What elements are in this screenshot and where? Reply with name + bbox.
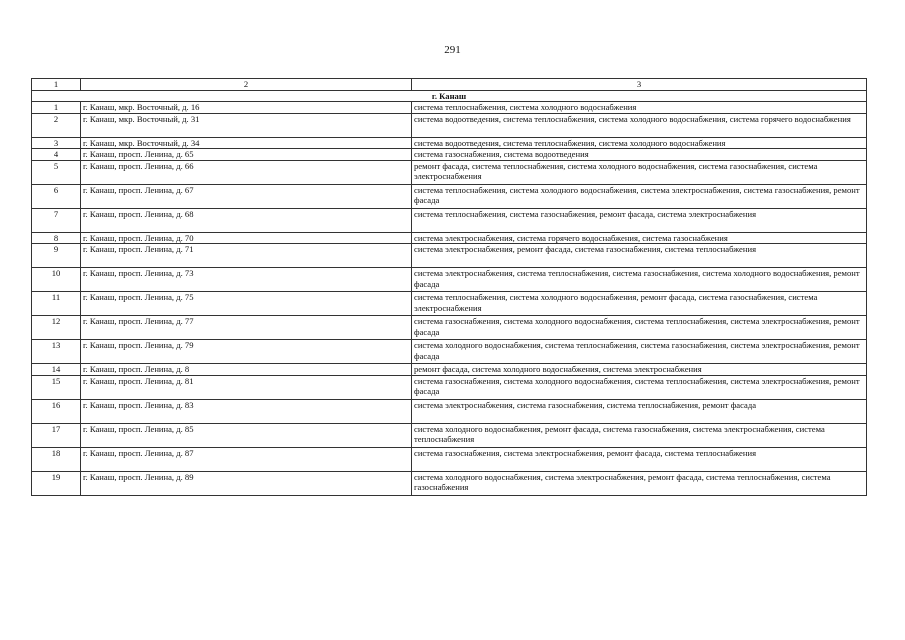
row-number-cell: 8 (32, 232, 81, 244)
table-row (32, 232, 867, 244)
systems-cell: система водоотведения, система теплоснабжения, система холодного водоснабжения (412, 137, 867, 149)
registry-table (31, 78, 867, 496)
systems-cell: система холодного водоснабжения, система теплоснабжения, система газоснабжения, система электроснабжения, ремонт фасада (412, 340, 867, 364)
address-cell: г. Канаш, мкр. Восточный, д. 34 (81, 137, 412, 149)
systems-cell: система газоснабжения, система холодного водоснабжения, система теплоснабжения, система электроснабжения, ремонт фасада (412, 316, 867, 340)
systems-cell: система электроснабжения, система газоснабжения, система теплоснабжения, ремонт фасада (412, 399, 867, 423)
table-row (32, 364, 867, 376)
systems-cell: система электроснабжения, система горячего водоснабжения, система газоснабжения (412, 232, 867, 244)
systems-cell: система водоотведения, система теплоснабжения, система холодного водоснабжения, система горячего водоснабжения (412, 113, 867, 137)
table-row (32, 375, 867, 399)
city-heading: г. Канаш (32, 90, 867, 102)
row-number-cell: 18 (32, 447, 81, 471)
table-row (32, 292, 867, 316)
row-number-cell: 3 (32, 137, 81, 149)
table-row (32, 423, 867, 447)
systems-cell: система электроснабжения, ремонт фасада, система газоснабжения, система теплоснабжения (412, 244, 867, 268)
address-cell: г. Канаш, просп. Ленина, д. 65 (81, 149, 412, 161)
column-number-row (32, 79, 867, 91)
address-cell: г. Канаш, просп. Ленина, д. 73 (81, 268, 412, 292)
row-number-cell: 6 (32, 184, 81, 208)
table-row (32, 340, 867, 364)
row-number-cell: 13 (32, 340, 81, 364)
row-number-cell: 17 (32, 423, 81, 447)
table-row (32, 447, 867, 471)
address-cell: г. Канаш, просп. Ленина, д. 85 (81, 423, 412, 447)
row-number-cell: 19 (32, 471, 81, 495)
address-cell: г. Канаш, просп. Ленина, д. 77 (81, 316, 412, 340)
address-cell: г. Канаш, просп. Ленина, д. 70 (81, 232, 412, 244)
table-row (32, 160, 867, 184)
address-cell: г. Канаш, просп. Ленина, д. 87 (81, 447, 412, 471)
row-number-cell: 4 (32, 149, 81, 161)
table-row (32, 113, 867, 137)
systems-cell: система теплоснабжения, система холодного водоснабжения, ремонт фасада, система газоснабжения, система электроснабжения (412, 292, 867, 316)
address-cell: г. Канаш, просп. Ленина, д. 71 (81, 244, 412, 268)
city-row (32, 90, 867, 102)
row-number-cell: 10 (32, 268, 81, 292)
table-row (32, 184, 867, 208)
page-number: 291 (444, 44, 461, 56)
address-cell: г. Канаш, просп. Ленина, д. 79 (81, 340, 412, 364)
row-number-cell: 9 (32, 244, 81, 268)
row-number-cell: 7 (32, 208, 81, 232)
row-number-cell: 11 (32, 292, 81, 316)
address-cell: г. Канаш, мкр. Восточный, д. 31 (81, 113, 412, 137)
systems-cell: система холодного водоснабжения, ремонт фасада, система газоснабжения, система электроснабжения, система теплоснабжения (412, 423, 867, 447)
systems-cell: система электроснабжения, система теплоснабжения, система газоснабжения, система холодного водоснабжения, ремонт фасада (412, 268, 867, 292)
address-cell: г. Канаш, просп. Ленина, д. 83 (81, 399, 412, 423)
table-row (32, 149, 867, 161)
table-row (32, 137, 867, 149)
row-number-cell: 16 (32, 399, 81, 423)
table-row (32, 102, 867, 114)
row-number-cell: 1 (32, 102, 81, 114)
column-number-cell: 2 (81, 79, 412, 91)
row-number-cell: 5 (32, 160, 81, 184)
table-row (32, 399, 867, 423)
systems-cell: система теплоснабжения, система холодного водоснабжения, система электроснабжения, система газоснабжения, ремонт фасада (412, 184, 867, 208)
column-number-cell: 3 (412, 79, 867, 91)
systems-cell: система теплоснабжения, система газоснабжения, ремонт фасада, система электроснабжения (412, 208, 867, 232)
address-cell: г. Канаш, мкр. Восточный, д. 16 (81, 102, 412, 114)
table-row (32, 268, 867, 292)
systems-cell: система газоснабжения, система электроснабжения, ремонт фасада, система теплоснабжения (412, 447, 867, 471)
systems-cell: ремонт фасада, система холодного водоснабжения, система электроснабжения (412, 364, 867, 376)
systems-cell: система теплоснабжения, система холодного водоснабжения (412, 102, 867, 114)
systems-cell: система газоснабжения, система холодного водоснабжения, система теплоснабжения, система электроснабжения, ремонт фасада (412, 375, 867, 399)
address-cell: г. Канаш, просп. Ленина, д. 68 (81, 208, 412, 232)
table-row (32, 244, 867, 268)
systems-cell: система газоснабжения, система водоотведения (412, 149, 867, 161)
table-row (32, 208, 867, 232)
address-cell: г. Канаш, просп. Ленина, д. 75 (81, 292, 412, 316)
address-cell: г. Канаш, просп. Ленина, д. 67 (81, 184, 412, 208)
address-cell: г. Канаш, просп. Ленина, д. 66 (81, 160, 412, 184)
address-cell: г. Канаш, просп. Ленина, д. 81 (81, 375, 412, 399)
table-row (32, 471, 867, 495)
table-row (32, 316, 867, 340)
row-number-cell: 14 (32, 364, 81, 376)
address-cell: г. Канаш, просп. Ленина, д. 89 (81, 471, 412, 495)
systems-cell: ремонт фасада, система теплоснабжения, система холодного водоснабжения, система газоснабжения, система электроснабжения (412, 160, 867, 184)
row-number-cell: 15 (32, 375, 81, 399)
systems-cell: система холодного водоснабжения, система электроснабжения, ремонт фасада, система теплоснабжения, система газоснабжения (412, 471, 867, 495)
address-cell: г. Канаш, просп. Ленина, д. 8 (81, 364, 412, 376)
row-number-cell: 2 (32, 113, 81, 137)
row-number-cell: 12 (32, 316, 81, 340)
column-number-cell: 1 (32, 79, 81, 91)
